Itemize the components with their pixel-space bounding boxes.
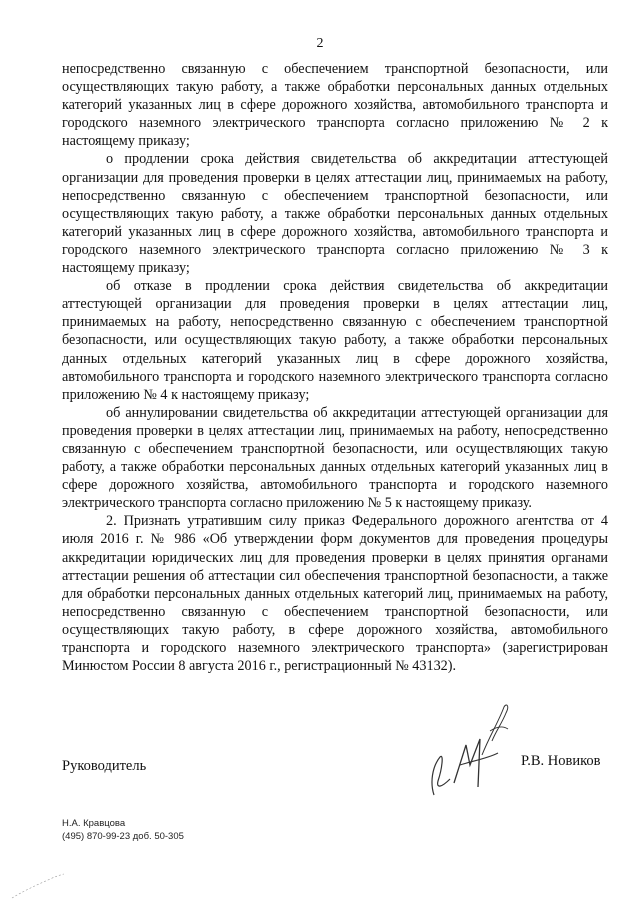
paragraph-3: об отказе в продлении срока действия свидетельства об аккредитации аттестующей организации для проведения проверки в целях аттестации лиц, принимаемых на работу, непосредственно связанную с обеспечением транспортной безопасности, или осуществляющих такую работу, а также обработки персональных данных отдельных категорий указанных лиц в сфере дорожного хозяйства, автомобильного транспорта и городского наземного электрического транспорта согласно приложению № 4 к настоящему приказу; [62, 278, 608, 403]
handwritten-signature [420, 695, 530, 805]
document-body [62, 60, 608, 675]
paragraph-2: о продлении срока действия свидетельства об аккредитации аттестующей организации для проведения проверки в целях аттестации лиц, принимаемых на работу, непосредственно связанную с обеспечением транспортной безопасности, или осуществляющих такую работу, а также обработки персональных данных отдельных категорий указанных лиц в сфере дорожного хозяйства, автомобильного транспорта и городского наземного электрического транспорта согласно приложению № 3 к настоящему приказу; [62, 151, 608, 277]
executor-name: Н.А. Кравцова [62, 818, 126, 829]
signer-title: Руководитель [62, 758, 147, 774]
executor-phone: (495) 870-99-23 доб. 50-305 [62, 831, 184, 842]
pencil-mark [8, 870, 68, 900]
paragraph-5: 2. Признать утратившим силу приказ Федерального дорожного агентства от 4 июля 2016 г. № 986 «Об утверждении форм документов для проведения процедуры аккредитации юридических лиц для проведения проверки в целях принятия органами аттестации решения об аттестации сил обеспечения транспортной безопасности, а также для обработки персональных данных отдельных категорий лиц, принимаемых на работу, непосредственно связанную с обеспечением транспортной безопасности, или осуществляющих такую работу, в сфере дорожного хозяйства, автомобильного транспорта и городского наземного электрического транспорта» (зарегистрирован Минюстом России 8 августа 2016 г., регистрационный № 43132). [62, 513, 608, 675]
page-number: 2 [316, 36, 324, 51]
signer-name: Р.В. Новиков [521, 753, 601, 769]
executor-info [62, 817, 184, 843]
paragraph-1: непосредственно связанную с обеспечением транспортной безопасности, или осуществляющих такую работу, а также обработки персональных данных отдельных категорий указанных лиц в сфере дорожного хозяйства, автомобильного транспорта и городского наземного электрического транспорта согласно приложению № 2 к настоящему приказу; [62, 61, 608, 150]
paragraph-4: об аннулировании свидетельства об аккредитации аттестующей организации для проведения проверки в целях аттестации лиц, принимаемых на работу, непосредственно связанную с обеспечением транспортной безопасности, или осуществляющих такую работу, а также обработки персональных данных отдельных категорий указанных лиц в сфере дорожного хозяйства, автомобильного транспорта и городского наземного электрического транспорта согласно приложению № 5 к настоящему приказу. [62, 404, 608, 512]
